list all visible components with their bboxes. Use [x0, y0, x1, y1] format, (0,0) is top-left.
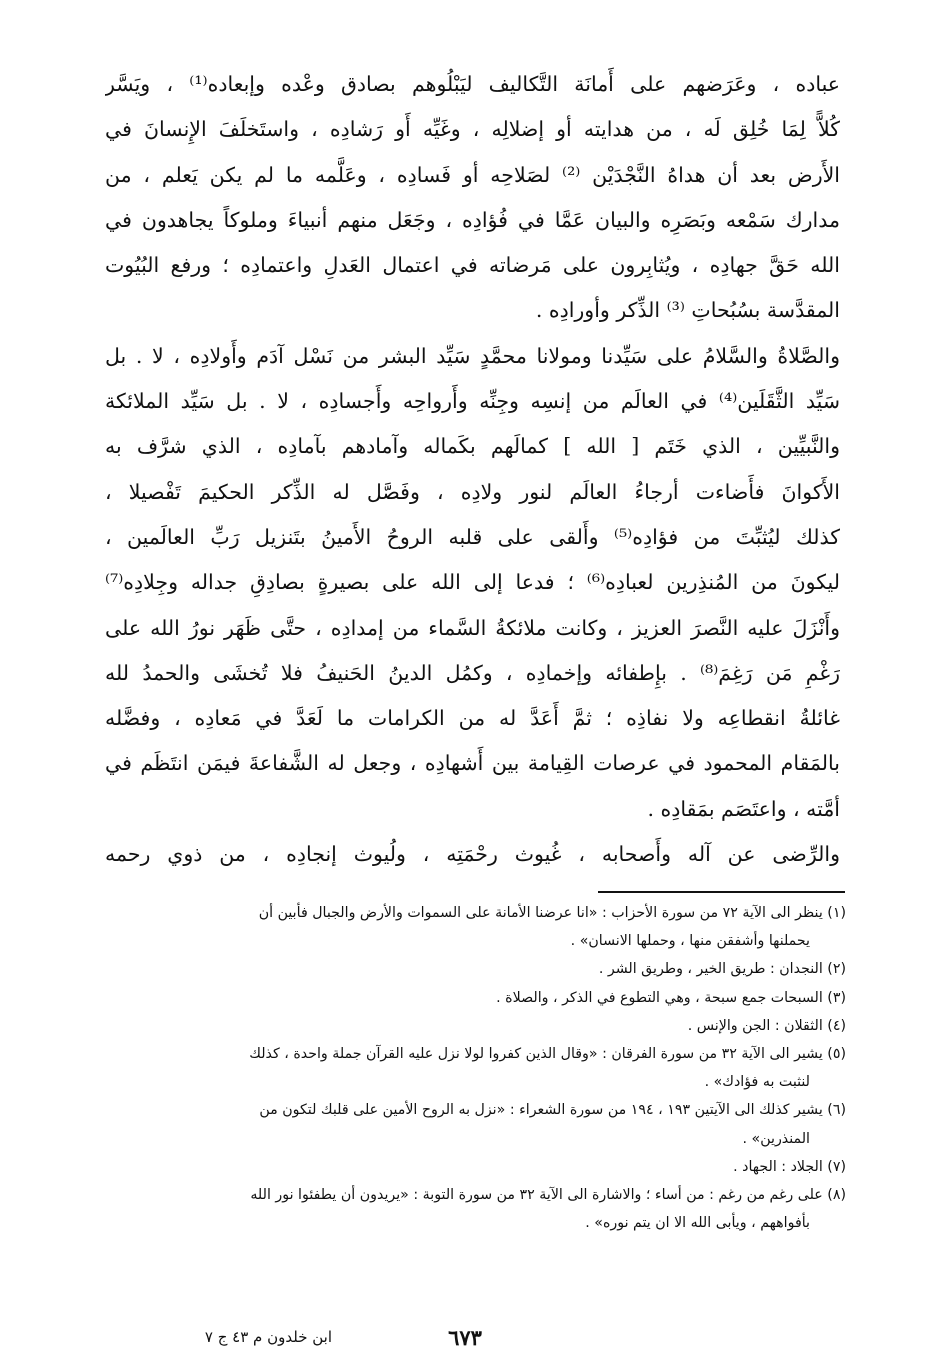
- text-line: بالمَقام المحمود في عرصات القِيامة بين أَشهادِه ، وجعل له الشَّفاعةَ فيمَن انتَظَم في: [105, 751, 840, 776]
- text-line: والصَّلاةُ والسَّلامُ على سَيِّدنا ومولانا محمَّدٍ سَيِّد البشر من نَسْل آدَم وأَولادِه ، لا . بل: [105, 343, 840, 368]
- footnote-line: (٢) النجدان : طريق الخير ، وطريق الشر .: [598, 961, 846, 978]
- footnote-line: لنثبت به فؤادك» .: [704, 1074, 810, 1091]
- footnote-line: (٤) الثقلان : الجن والإنس .: [687, 1017, 846, 1034]
- text-line: أمَّته ، واعتَصَم بمَقادِه .: [647, 796, 840, 821]
- text-line: ليكونَ من المُنذِرين لعبادِه⁽⁶⁾ ؛ فدعا إلى الله على بصيرةٍ بصادِقِ جداله وجِلادِه⁽⁷⁾: [105, 570, 840, 595]
- footnote-line: بأفواههم ، ويأبى الله الا ان يتم نوره» .: [585, 1215, 810, 1232]
- footnote-line: (٦) يشير كذلك الى الآيتين ١٩٣ ، ١٩٤ من سورة الشعراء : «نزل به الروح الأمين على قلبك لتكون من: [259, 1102, 846, 1119]
- running-footer: ابن خلدون م ٤٣ ج ٧: [204, 1328, 332, 1346]
- text-line: عباده ، وعَرَضهم على أَمانَة التَّكاليف ليَبْلُوهم بصادق وعْده وإبعاده⁽¹⁾ ، ويَسَّر: [105, 72, 840, 96]
- text-line: كذلك ليُثبِّتَ من فؤادِه⁽⁵⁾ وأَلقى على قلبه الروحُ الأَمينُ بتَنزيل رَبِّ العالَمين ،: [105, 524, 840, 549]
- text-line: الأَرض بعد أن هداهُ النَّجْدَيْن ⁽²⁾ لصَلاحِه أو فَسادِه ، وعَلَّمه ما لم يكن يَعلم ، من: [105, 162, 840, 187]
- text-line: كُلاًّ لِمَا خُلِق لَه ، من هدايته أو إضلالِه ، وغَيِّه أَو رَشادِه ، واستَخلَفَ الإِنسانَ في: [105, 117, 840, 142]
- footnote-line: (١) ينظر الى الآية ٧٢ من سورة الأحزاب : «انا عرضنا الأمانة على السموات والأرض والجبال فأبين أن: [258, 905, 846, 921]
- main-text: [105, 62, 840, 877]
- footnote-line: (٧) الجلاد : الجهاد .: [733, 1158, 846, 1175]
- footnotes: [118, 899, 846, 1237]
- footnote-line: (٣) السبحات جمع سبحة ، وهي التطوع في الذكر ، والصلاة .: [496, 989, 846, 1006]
- footnote-divider: [598, 891, 845, 893]
- text-line: وأَنْزَلَ عليه النَّصرَ العزيز ، وكانت ملائكةُ السَّماء من إمدادِه ، حتَّى ظَهَر نورُ الله على: [105, 615, 840, 640]
- page-number: ٦٧٣: [448, 1325, 482, 1350]
- text-line: المقدَّسة بسُبُحاتِ ⁽³⁾ الذِّكر وأورادِه .: [535, 298, 840, 323]
- text-line: رَغْمِ مَن رَغِمَ⁽⁸⁾ . بإِطفائه وإخمادِه ، وكمُل الدينُ الحَنيفُ فلا تُخشَى والحمدُ لله: [105, 660, 840, 685]
- footnote-line: المنذرين» .: [742, 1130, 810, 1147]
- text-line: مدارك سَمْعه وبَصَرِه والبيان عَمَّا في فُؤادِه ، وجَعَل منهم أنبياءَ وملوكاً يجاهدون في: [105, 207, 840, 232]
- footnote-line: (٨) على رغم من رغم : من أساء ؛ والاشارة الى الآية ٣٢ من سورة التوبة : «يريدون أن يطفئوا نور الله: [250, 1186, 846, 1203]
- text-line: غائلةُ انقطاعِه ولا نفاذِه ؛ ثمَّ أَعَدَّ له من الكرامات ما لَعَدَّ في مَعادِه ، وفضَّله: [105, 706, 840, 731]
- text-line: الأَكوانَ فأَضاءت أرجاءُ العالَم لنور ولادِه ، وفَصَّل له الذِّكر الحكيمَ تَفْصيلا ،: [105, 479, 840, 504]
- text-line: والرِّضى عن آله وأَصحابه ، غُيوث رحْمَتِه ، ولُيوث إنجادِه ، من ذوي رحمه: [105, 842, 840, 867]
- text-line: والنَّبيِّين ، الذي خَتَم [ الله ] كمالَهم بكَماله وآمادهم بآمادِه ، الذي شرَّف به: [105, 434, 840, 459]
- footnote-line: (٥) يشير الى الآية ٣٢ من سورة الفرقان : «وقال الذين كفروا لولا نزل عليه القرآن جملة واحدة ، كذلك: [249, 1045, 846, 1062]
- text-line: الله حَقَّ جهادِه ، ويُثابِرون على مَرضاته في اعتمال العَدلِ واعتمادِه ؛ ورفع البُيُوت: [105, 253, 840, 278]
- footnote-line: يحملنها وأشفقن منها ، وحملها الانسان» .: [570, 933, 810, 950]
- text-line: سَيِّد الثَّقَلَين⁽⁴⁾ في العالَم من إنسِه وجِنِّه وأَرواحِه وأَجسادِه ، لا . بل سَيِّد الملائكة: [105, 389, 840, 414]
